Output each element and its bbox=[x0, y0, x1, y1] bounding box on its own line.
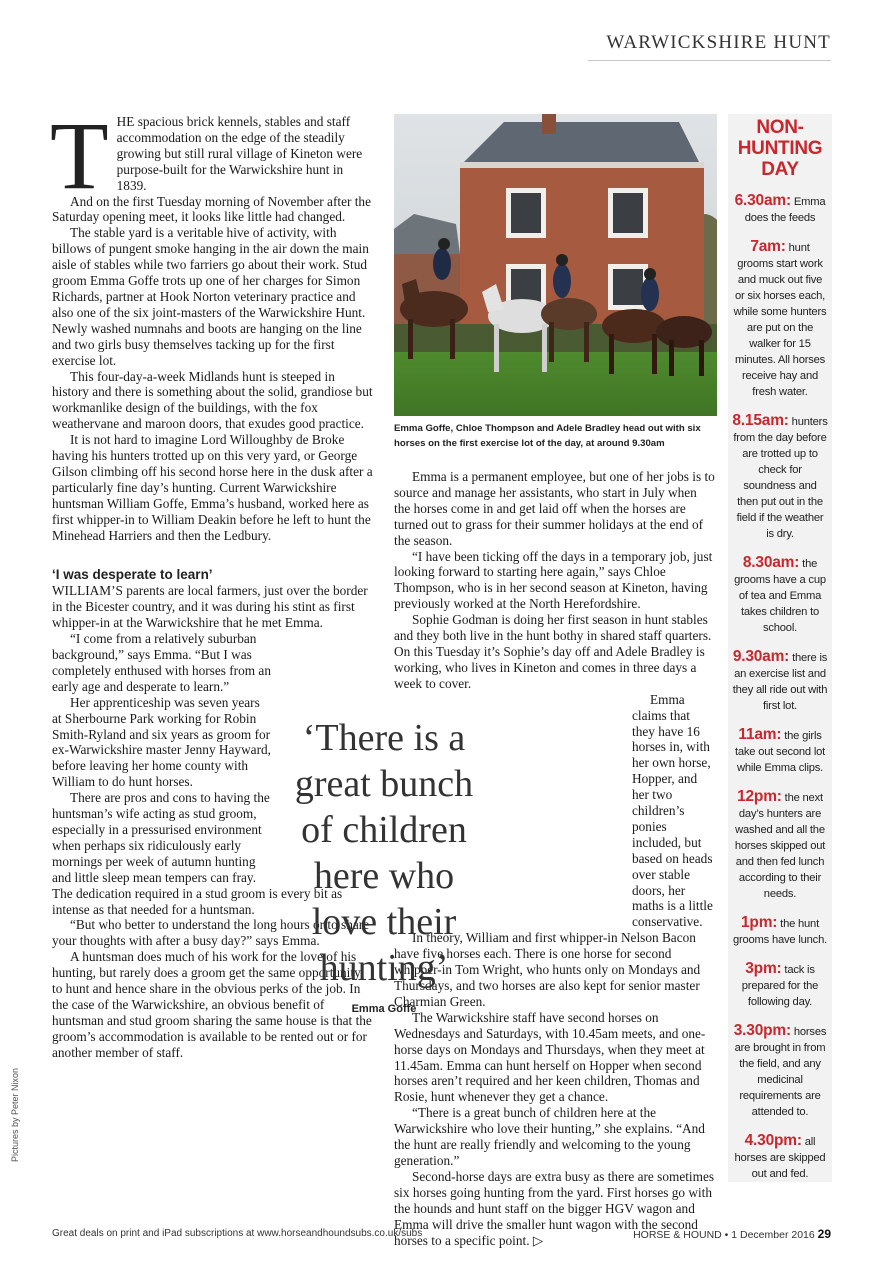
article-paragraph: “I have been ticking off the days in a temporary job, just looking forward to starting here again,” says Chloe Thompson, who is in her second season at Kineton, having previously worked at the North Herefordshire. bbox=[394, 548, 713, 612]
sidebar-title: NON-HUNTING DAY bbox=[737, 117, 823, 180]
footer-publication: HORSE & HOUND • 1 December 2016 bbox=[633, 1229, 815, 1241]
sidebar-time: 11am: bbox=[738, 726, 782, 743]
photo-caption: Emma Goffe, Chloe Thompson and Adele Bradley head out with six horses on the first exercise lot of the day, at around 9.30am bbox=[394, 423, 701, 449]
article-paragraph: “But who better to understand the long hours or to share your thoughts with after a busy day?” says Emma. bbox=[52, 917, 370, 949]
article-paragraph: Sophie Godman is doing her first season in hunt stables and they both live in the hunt bothy in shared staff quarters. On this Tuesday it’s Sophie’s day off and Adele Bradley is working, who lives in Kineton and comes in three days a week to cover. bbox=[394, 612, 712, 691]
article-paragraph: HE spacious brick kennels, stables and staff accommodation on the edge of the steadily growing but still rural village of Kineton were purpose-built for the Warwickshire hunt in 1839. bbox=[116, 114, 363, 193]
drop-cap: T bbox=[50, 102, 109, 209]
article-paragraph: “I come from a relatively suburban background,” says Emma. “But I was completely enthused with horses from an early age and desperate to learn.” bbox=[52, 631, 271, 694]
sidebar-timeline-item bbox=[728, 649, 832, 714]
footer-folio bbox=[633, 1227, 831, 1241]
article-paragraph: “There is a great bunch of children here at the Warwickshire who love their hunting,” she explains. “And the hunt are really friendly and welcoming to the young generation.” bbox=[394, 1105, 705, 1168]
sidebar-activity: the grooms have a cup of tea and Emma takes children to school. bbox=[734, 558, 826, 634]
sidebar-timeline-item bbox=[728, 915, 832, 948]
sidebar-time: 1pm: bbox=[741, 914, 778, 931]
article-paragraph: Emma claims that they have 16 horses in, with her own horse, Hopper, and her two children’s ponies included, but based on heads over stable doors, her maths is a little conservative. bbox=[632, 691, 713, 930]
sidebar-time: 8.30am: bbox=[742, 554, 800, 571]
sidebar-timeline-item bbox=[728, 1133, 832, 1182]
sidebar-time: 9.30am: bbox=[732, 648, 790, 665]
article-paragraph: There are pros and cons to having the huntsman’s wife acting as stud groom, especially in a pressurised environment when perhaps six ridiculously early mornings per week of autumn hunting and little sleep mean tempers can fray. The dedication required in a stud groom is every bit as intense as that needed for a huntsman. bbox=[52, 790, 343, 917]
hunt-photo bbox=[394, 114, 717, 416]
sidebar-time: 7am: bbox=[750, 238, 786, 255]
article-paragraph: This four-day-a-week Midlands hunt is steeped in history and there is something about the solid, grandiose but workmanlike design of the buildings, with the fox weathervane and maroon doors, that exudes good practice. bbox=[52, 368, 373, 432]
article-paragraph: It is not hard to imagine Lord Willoughby de Broke having his hunters trotted up on this very yard, or George Gilson climbing off his second horse here in the dusk after a particularly fine day’s hunting. Current Warwickshire huntsman William Goffe, Emma’s husband, worked here as first whipper-in to William Deakin before he left to hunt the Minehead Harriers and then the Ledbury. bbox=[52, 432, 373, 543]
horses-and-riders-image bbox=[394, 114, 717, 416]
article-paragraph: A huntsman does much of his work for the love of his hunting, but rarely does a groom get the same opportunity to hunt and hence share in the obvious perks of the job. In the case of the Warwickshire, an obvious benefit of huntsman and stud groom sharing the same house is that the groom’s accommodation is available to be rented out or for another member of staff. bbox=[52, 949, 372, 1060]
section-title: WARWICKSHIRE HUNT bbox=[606, 32, 831, 53]
article-paragraph: WILLIAM’S parents are local farmers, just over the border in the Bicester country, and it was during his stint as first whipper-in at the Warwickshire that he met Emma. bbox=[52, 583, 368, 631]
pull-quote-attribution: Emma Goffe bbox=[351, 1003, 417, 1015]
sidebar-time: 3.30pm: bbox=[733, 1022, 791, 1039]
sidebar-activity: the next day’s hunters are washed and all the horses skipped out and then fed lunch according to their needs. bbox=[734, 792, 826, 900]
sidebar-timeline-item bbox=[728, 1023, 832, 1120]
pull-quote bbox=[286, 715, 482, 1015]
header-rule bbox=[588, 60, 831, 61]
sidebar-timeline-item bbox=[728, 789, 832, 902]
sidebar-timeline-item bbox=[728, 239, 832, 400]
article-paragraph: And on the first Tuesday morning of November after the Saturday opening meet, it looks like little had changed. bbox=[52, 193, 371, 225]
sidebar-activity: there is an exercise list and they all ride out with first lot. bbox=[732, 652, 828, 712]
page-number: 29 bbox=[817, 1227, 831, 1241]
sidebar-activity: horses are brought in from the field, and any medicinal requirements are attended to. bbox=[734, 1026, 827, 1118]
article-paragraph: Emma is a permanent employee, but one of her jobs is to source and manage her assistants, who start in July when the horses come in and get laid off when the horses are turned out to grass for their summer holidays at the end of the season. bbox=[394, 469, 715, 548]
sidebar-activity: the girls take out second lot while Emma clips. bbox=[734, 730, 826, 774]
article-paragraph: In theory, William and first whipper-in Nelson Bacon have five horses each. There is one horse for second whipper-in Tom Wright, who hunts only on Mondays and Thursdays, and two horses are also kept for senior master Charmian Green. bbox=[394, 930, 701, 1009]
sidebar-time: 12pm: bbox=[737, 788, 782, 805]
sidebar-timeline-item bbox=[728, 193, 832, 226]
article-paragraph: Her apprenticeship was seven years at Sherbourne Park working for Robin Smith-Ryland and six years as groom for ex-Warwickshire master Jenny Hayward, before leaving her home county with William to do hunt horses. bbox=[52, 694, 271, 790]
footer-subscription-text: Great deals on print and iPad subscriptions at www.horseandhoundsubs.co.uk/subs bbox=[52, 1228, 423, 1239]
article-paragraph: The stable yard is a veritable hive of activity, with billows of pungent smoke hanging in the air down the main aisle of stables while two farriers go about their work. Stud groom Emma Goffe trots up one of her charges for Simon Richards, partner at Hook Norton veterinary practice and also one of the six joint-masters of the Warwickshire Hunt. Newly washed numnahs and boots are hanging on the line and two girls busy themselves tacking up for the first exercise lot. bbox=[52, 225, 369, 368]
sidebar-activity: hunters from the day before are trotted up to check for soundness and then put out in the field if the weather is dry. bbox=[733, 416, 828, 540]
sidebar-time: 8.15am: bbox=[732, 412, 789, 429]
sidebar-time: 6.30am: bbox=[734, 192, 791, 209]
non-hunting-day-sidebar bbox=[728, 114, 832, 1182]
sidebar-time: 3pm: bbox=[745, 960, 782, 977]
sidebar-timeline bbox=[728, 193, 832, 1182]
sidebar-activity: all horses are skipped out and fed. bbox=[734, 1136, 826, 1180]
sidebar-timeline-item bbox=[728, 727, 832, 776]
sidebar-activity: tack is prepared for the following day. bbox=[741, 964, 819, 1008]
sidebar-activity: Emma does the feeds bbox=[744, 196, 826, 224]
sidebar-timeline-item bbox=[728, 555, 832, 636]
sidebar-activity: hunt grooms start work and muck out five or six horses each, while some hunters are put on the walker for 15 minutes. All horses receive hay and fresh water. bbox=[733, 242, 827, 398]
subheading: ‘I was desperate to learn’ bbox=[52, 567, 213, 583]
article-paragraph: The Warwickshire staff have second horses on Wednesdays and Saturdays, with 10.45am meets, and one-horse days on Mondays and Thursdays, when they meet at 11.45am. Emma can hunt herself on Hopper when second horses aren’t required and her keen children, Thomas and Rosie, hunt whenever they get a chance. bbox=[394, 1009, 706, 1105]
sidebar-activity: the hunt grooms have lunch. bbox=[732, 918, 828, 946]
sidebar-time: 4.30pm: bbox=[744, 1132, 802, 1149]
sidebar-timeline-item bbox=[728, 961, 832, 1010]
photo-credit: Pictures by Peter Nixon bbox=[10, 1067, 20, 1162]
pull-quote-text: ‘There is a great bunch of children here who love their hunting’ bbox=[294, 717, 474, 989]
sidebar-timeline-item bbox=[728, 413, 832, 542]
article-paragraph: Second-horse days are extra busy as there are sometimes six horses going hunting from the yard. First horses go with the hounds and hunt staff on the bigger HGV wagon and Emma will drive the smaller hunt wagon with the second horses to a specific point. ▷ bbox=[394, 1168, 715, 1248]
